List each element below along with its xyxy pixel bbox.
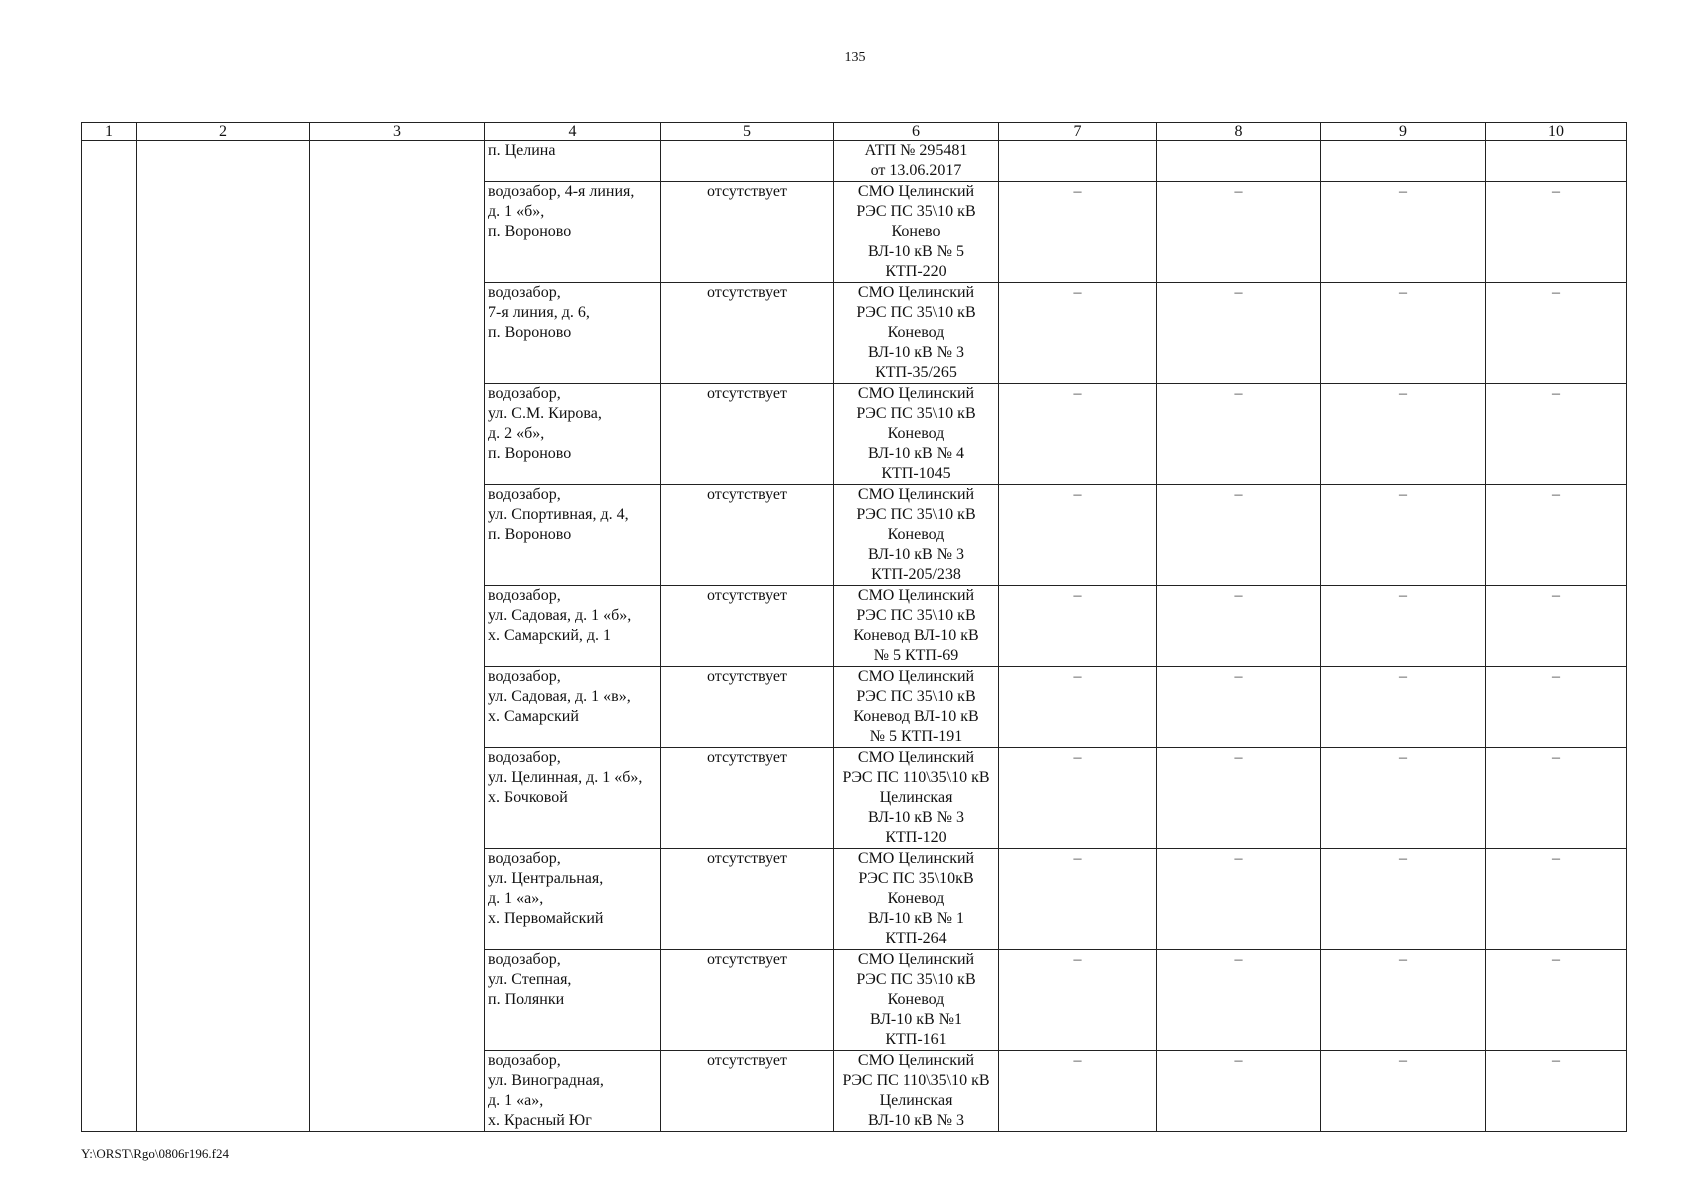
value-cell-9: –	[1321, 849, 1486, 950]
object-address-line: х. Самарский, д. 1	[488, 627, 612, 644]
value-cell-9: –	[1321, 667, 1486, 748]
object-address-line: п. Вороново	[488, 223, 572, 240]
power-source-line: КТП-120	[885, 829, 947, 846]
object-address-cell	[485, 849, 661, 950]
power-source-line: КТП-1045	[881, 465, 951, 482]
power-source-cell	[834, 950, 999, 1051]
object-address-cell	[485, 141, 661, 182]
column-header-6: 6	[834, 123, 999, 141]
value-cell-10: –	[1486, 667, 1627, 748]
power-source-line: СМО Целинский	[857, 1052, 975, 1069]
power-source-line: КТП-35/265	[875, 364, 957, 381]
power-source-line: КТП-161	[885, 1031, 947, 1048]
value-cell-8: –	[1157, 182, 1321, 283]
object-address-cell	[485, 748, 661, 849]
status-cell: отсутствует	[661, 485, 834, 586]
power-source-line: РЭС ПС 35\10кВ	[858, 870, 974, 887]
power-source-line: ВЛ-10 кВ № 5	[868, 243, 964, 260]
power-source-line: РЭС ПС 35\10 кВ	[856, 607, 976, 624]
data-table	[81, 122, 1627, 1132]
status-cell: отсутствует	[661, 586, 834, 667]
object-address-line: ул. Садовая, д. 1 «в»,	[488, 688, 631, 705]
value-cell-8: –	[1157, 950, 1321, 1051]
object-address-line: х. Самарский	[488, 708, 579, 725]
value-cell-7: –	[999, 586, 1157, 667]
value-cell-7: –	[999, 485, 1157, 586]
object-address-line: водозабор, 4-я линия,	[488, 183, 635, 200]
status-cell: отсутствует	[661, 748, 834, 849]
power-source-line: Коневод	[887, 890, 945, 907]
value-cell-9	[1321, 141, 1486, 182]
power-source-line: РЭС ПС 110\35\10 кВ	[842, 1072, 990, 1089]
power-source-line: СМО Целинский	[857, 951, 975, 968]
value-cell-8: –	[1157, 748, 1321, 849]
status-cell: отсутствует	[661, 283, 834, 384]
status-cell: отсутствует	[661, 849, 834, 950]
status-cell: отсутствует	[661, 1051, 834, 1132]
power-source-line: РЭС ПС 110\35\10 кВ	[842, 769, 990, 786]
value-cell-9: –	[1321, 1051, 1486, 1132]
column-header-7: 7	[999, 123, 1157, 141]
power-source-line: от 13.06.2017	[870, 162, 962, 179]
power-source-cell	[834, 1051, 999, 1132]
power-source-line: АТП № 295481	[864, 142, 968, 159]
power-source-cell	[834, 141, 999, 182]
value-cell-8: –	[1157, 667, 1321, 748]
column-header-3: 3	[310, 123, 485, 141]
object-address-line: д. 1 «а»,	[488, 1092, 544, 1109]
power-source-line: РЭС ПС 35\10 кВ	[856, 688, 976, 705]
value-cell-10: –	[1486, 182, 1627, 283]
object-address-line: ул. Садовая, д. 1 «б»,	[488, 607, 632, 624]
status-cell: отсутствует	[661, 667, 834, 748]
power-source-line: РЭС ПС 35\10 кВ	[856, 203, 976, 220]
object-address-line: п. Вороново	[488, 445, 572, 462]
power-source-line: Коневод	[887, 425, 945, 442]
power-source-line: РЭС ПС 35\10 кВ	[856, 506, 976, 523]
object-address-cell	[485, 485, 661, 586]
object-address-line: д. 1 «а»,	[488, 890, 544, 907]
merged-cell-col-2	[137, 141, 310, 1132]
object-address-line: водозабор,	[488, 587, 561, 604]
power-source-line: СМО Целинский	[857, 284, 975, 301]
power-source-line: РЭС ПС 35\10 кВ	[856, 405, 976, 422]
value-cell-7: –	[999, 384, 1157, 485]
object-address-line: ул. Спортивная, д. 4,	[488, 506, 629, 523]
value-cell-10: –	[1486, 586, 1627, 667]
table-body	[82, 141, 1627, 1132]
object-address-line: водозабор,	[488, 951, 561, 968]
object-address-line: д. 1 «б»,	[488, 203, 545, 220]
value-cell-7: –	[999, 950, 1157, 1051]
status-cell	[661, 141, 834, 182]
object-address-line: ул. Степная,	[488, 971, 572, 988]
object-address-line: х. Красный Юг	[488, 1112, 592, 1129]
object-address-line: п. Полянки	[488, 991, 565, 1008]
power-source-line: Целинская	[879, 789, 953, 806]
power-source-cell	[834, 849, 999, 950]
value-cell-7: –	[999, 849, 1157, 950]
object-address-cell	[485, 283, 661, 384]
object-address-line: ул. Центральная,	[488, 870, 604, 887]
merged-cell-col-3	[310, 141, 485, 1132]
object-address-line: п. Целина	[488, 142, 556, 159]
object-address-cell	[485, 182, 661, 283]
column-header-2: 2	[137, 123, 310, 141]
power-source-line: Коневод ВЛ-10 кВ	[853, 627, 979, 644]
power-source-line: Коневод	[887, 324, 945, 341]
status-cell: отсутствует	[661, 182, 834, 283]
value-cell-10: –	[1486, 384, 1627, 485]
power-source-cell	[834, 283, 999, 384]
power-source-line: ВЛ-10 кВ №1	[870, 1011, 962, 1028]
header-row	[82, 123, 1627, 141]
object-address-line: водозабор,	[488, 284, 561, 301]
power-source-cell	[834, 667, 999, 748]
status-cell: отсутствует	[661, 950, 834, 1051]
column-header-10: 10	[1486, 123, 1627, 141]
value-cell-8: –	[1157, 485, 1321, 586]
power-source-cell	[834, 485, 999, 586]
power-source-line: КТП-264	[885, 930, 947, 947]
power-source-line: СМО Целинский	[857, 749, 975, 766]
object-address-cell	[485, 950, 661, 1051]
power-source-line: СМО Целинский	[857, 850, 975, 867]
object-address-cell	[485, 667, 661, 748]
column-header-1: 1	[82, 123, 137, 141]
power-source-line: ВЛ-10 кВ № 3	[868, 809, 964, 826]
power-source-line: СМО Целинский	[857, 183, 975, 200]
power-source-line: Конево	[891, 223, 941, 240]
object-address-line: водозабор,	[488, 749, 561, 766]
power-source-line: Коневод	[887, 526, 945, 543]
power-source-line: ВЛ-10 кВ № 1	[868, 910, 964, 927]
value-cell-10: –	[1486, 283, 1627, 384]
value-cell-8: –	[1157, 849, 1321, 950]
value-cell-9: –	[1321, 485, 1486, 586]
power-source-line: Целинская	[879, 1092, 953, 1109]
value-cell-7: –	[999, 182, 1157, 283]
value-cell-8: –	[1157, 586, 1321, 667]
power-source-line: Коневод	[887, 991, 945, 1008]
power-source-line: ВЛ-10 кВ № 3	[868, 546, 964, 563]
power-source-line: Коневод ВЛ-10 кВ	[853, 708, 979, 725]
power-source-cell	[834, 748, 999, 849]
column-header-4: 4	[485, 123, 661, 141]
merged-cell-col-1	[82, 141, 137, 1132]
value-cell-8: –	[1157, 384, 1321, 485]
power-source-cell	[834, 586, 999, 667]
power-source-line: СМО Целинский	[857, 385, 975, 402]
power-source-line: СМО Целинский	[857, 486, 975, 503]
column-header-9: 9	[1321, 123, 1486, 141]
power-source-line: ВЛ-10 кВ № 3	[868, 1112, 964, 1129]
value-cell-9: –	[1321, 182, 1486, 283]
power-source-line: КТП-220	[885, 263, 947, 280]
value-cell-8: –	[1157, 283, 1321, 384]
object-address-line: водозабор,	[488, 486, 561, 503]
status-cell: отсутствует	[661, 384, 834, 485]
power-source-line: КТП-205/238	[871, 566, 961, 583]
object-address-line: ул. Целинная, д. 1 «б»,	[488, 769, 643, 786]
object-address-line: водозабор,	[488, 385, 561, 402]
object-address-line: водозабор,	[488, 850, 561, 867]
value-cell-9: –	[1321, 748, 1486, 849]
object-address-cell	[485, 1051, 661, 1132]
value-cell-7: –	[999, 748, 1157, 849]
value-cell-8	[1157, 141, 1321, 182]
power-source-cell	[834, 182, 999, 283]
value-cell-10: –	[1486, 950, 1627, 1051]
value-cell-10: –	[1486, 849, 1627, 950]
object-address-line: д. 2 «б»,	[488, 425, 545, 442]
power-source-cell	[834, 384, 999, 485]
object-address-cell	[485, 384, 661, 485]
object-address-line: ул. Виноградная,	[488, 1072, 604, 1089]
power-source-line: № 5 КТП-69	[873, 647, 959, 664]
object-address-line: п. Вороново	[488, 324, 572, 341]
value-cell-9: –	[1321, 586, 1486, 667]
object-address-cell	[485, 586, 661, 667]
power-source-line: СМО Целинский	[857, 668, 975, 685]
value-cell-9: –	[1321, 384, 1486, 485]
object-address-line: 7-я линия, д. 6,	[488, 304, 590, 321]
power-source-line: СМО Целинский	[857, 587, 975, 604]
value-cell-7: –	[999, 283, 1157, 384]
power-source-line: № 5 КТП-191	[869, 728, 963, 745]
value-cell-9: –	[1321, 283, 1486, 384]
value-cell-7	[999, 141, 1157, 182]
object-address-line: х. Бочковой	[488, 789, 568, 806]
object-address-line: ул. С.М. Кирова,	[488, 405, 602, 422]
value-cell-8: –	[1157, 1051, 1321, 1132]
page-number: 135	[844, 50, 866, 65]
value-cell-7: –	[999, 1051, 1157, 1132]
power-source-line: ВЛ-10 кВ № 3	[868, 344, 964, 361]
power-source-line: РЭС ПС 35\10 кВ	[856, 971, 976, 988]
footer-file-path: Y:\ORST\Rgo\0806r196.f24	[81, 1146, 229, 1161]
object-address-line: водозабор,	[488, 1052, 561, 1069]
object-address-line: п. Вороново	[488, 526, 572, 543]
object-address-line: водозабор,	[488, 668, 561, 685]
value-cell-10	[1486, 141, 1627, 182]
value-cell-10: –	[1486, 748, 1627, 849]
object-address-line: х. Первомайский	[488, 910, 604, 927]
column-header-5: 5	[661, 123, 834, 141]
power-source-line: ВЛ-10 кВ № 4	[868, 445, 964, 462]
column-header-8: 8	[1157, 123, 1321, 141]
value-cell-7: –	[999, 667, 1157, 748]
value-cell-10: –	[1486, 1051, 1627, 1132]
power-source-line: РЭС ПС 35\10 кВ	[856, 304, 976, 321]
value-cell-9: –	[1321, 950, 1486, 1051]
value-cell-10: –	[1486, 485, 1627, 586]
table-row	[82, 141, 1627, 182]
